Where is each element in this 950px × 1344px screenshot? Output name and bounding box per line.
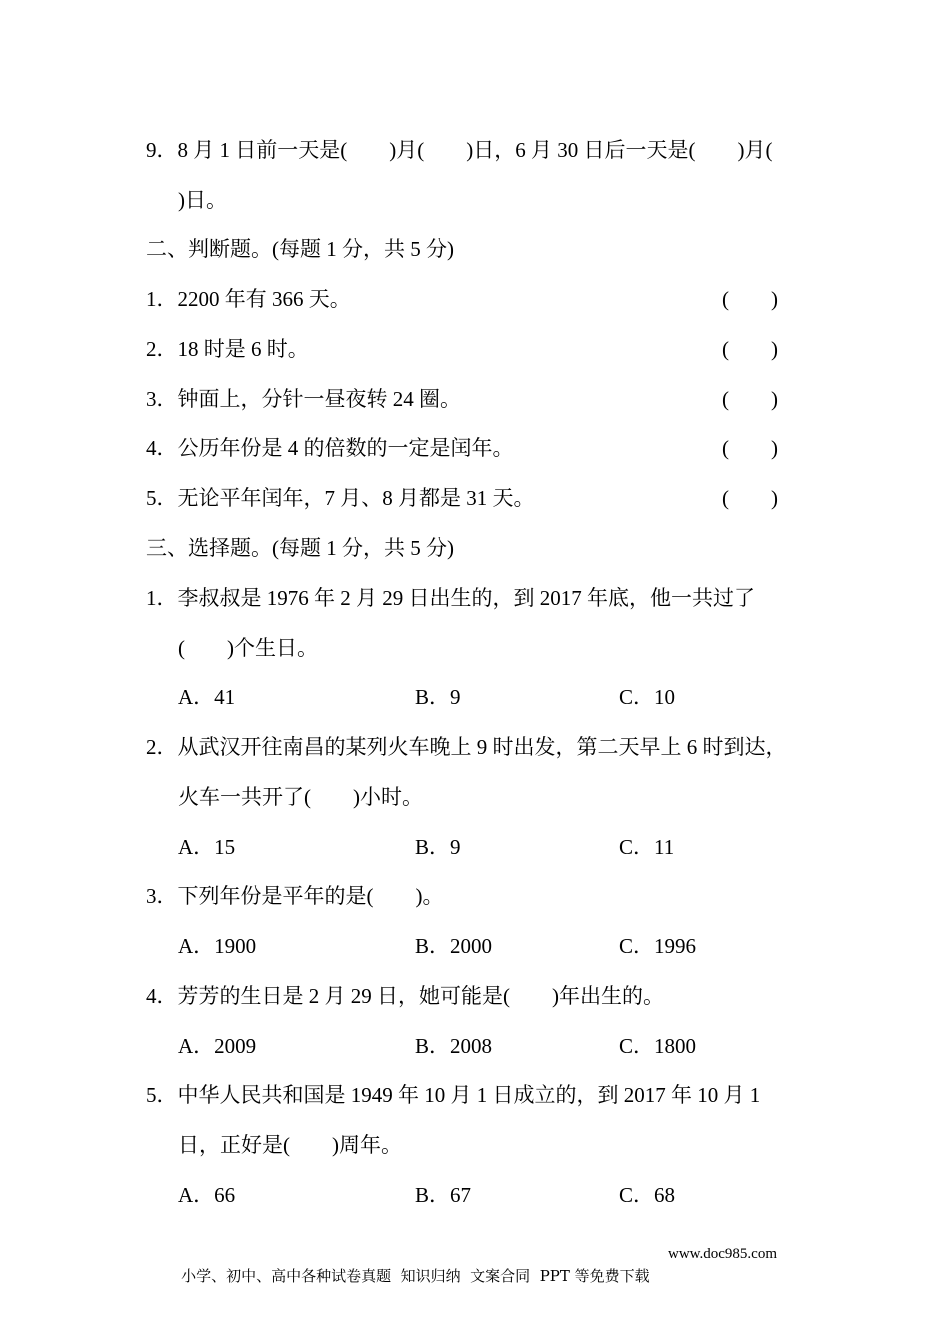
choice-q1-option-a: A．41 bbox=[178, 685, 236, 709]
q9-line1: 9．8 月 1 日前一天是( )月( )日，6 月 30 日后一天是( )月( bbox=[146, 138, 773, 162]
choice-q2-line1: 2．从武汉开往南昌的某列火车晚上 9 时出发，第二天早上 6 时到达， bbox=[146, 735, 787, 759]
section2-heading: 二、判断题。(每题 1 分，共 5 分) bbox=[146, 237, 454, 261]
q9-line2: )日。 bbox=[178, 188, 227, 212]
judge-answer-blank-3: ( ) bbox=[722, 387, 778, 411]
judge-answer-blank-1: ( ) bbox=[722, 287, 778, 311]
choice-q4-line1: 4．芳芳的生日是 2 月 29 日，她可能是( )年出生的。 bbox=[146, 984, 664, 1008]
section3-heading: 三、选择题。(每题 1 分，共 5 分) bbox=[146, 536, 454, 560]
choice-q4-option-c: C．1800 bbox=[619, 1034, 697, 1058]
page-footer bbox=[162, 1243, 778, 1331]
choice-q1-option-c: C．10 bbox=[619, 685, 676, 709]
choice-q5-line2: 日，正好是( )周年。 bbox=[178, 1133, 402, 1157]
judge-item-5: 5．无论平年闰年，7 月、8 月都是 31 天。 bbox=[146, 486, 535, 510]
choice-q2-option-b: B．9 bbox=[415, 835, 461, 859]
footer-text: 小学、初中、高中各种试卷真题 知识归纳 文案合同 PPT 等免费下载 bbox=[181, 1267, 650, 1285]
judge-answer-blank-4: ( ) bbox=[722, 436, 778, 460]
choice-q1-option-b: B．9 bbox=[415, 685, 461, 709]
choice-q2-option-c: C．11 bbox=[619, 835, 675, 859]
choice-q2-option-a: A．15 bbox=[178, 835, 236, 859]
judge-item-1: 1．2200 年有 366 天。 bbox=[146, 287, 351, 311]
choice-q2-line2: 火车一共开了( )小时。 bbox=[178, 785, 423, 809]
choice-q1-line1: 1．李叔叔是 1976 年 2 月 29 日出生的，到 2017 年底，他一共过了 bbox=[146, 586, 755, 610]
choice-q5-option-c: C．68 bbox=[619, 1183, 676, 1207]
judge-item-3: 3．钟面上，分针一昼夜转 24 圈。 bbox=[146, 387, 461, 411]
choice-q5-option-a: A．66 bbox=[178, 1183, 236, 1207]
choice-q3-line1: 3．下列年份是平年的是( )。 bbox=[146, 884, 444, 908]
choice-q3-option-c: C．1996 bbox=[619, 934, 697, 958]
choice-q5-option-b: B．67 bbox=[415, 1183, 472, 1207]
choice-q3-option-b: B．2000 bbox=[415, 934, 493, 958]
choice-q3-option-a: A．1900 bbox=[178, 934, 257, 958]
choice-q4-option-a: A．2009 bbox=[178, 1034, 257, 1058]
judge-item-2: 2．18 时是 6 时。 bbox=[146, 337, 309, 361]
choice-q1-line2: ( )个生日。 bbox=[178, 636, 318, 660]
judge-answer-blank-5: ( ) bbox=[722, 486, 778, 510]
judge-answer-blank-2: ( ) bbox=[722, 337, 778, 361]
choice-q4-option-b: B．2008 bbox=[415, 1034, 493, 1058]
footer-url[interactable]: www.doc985.com bbox=[668, 1246, 778, 1262]
judge-item-4: 4．公历年份是 4 的倍数的一定是闰年。 bbox=[146, 436, 514, 460]
choice-q5-line1: 5．中华人民共和国是 1949 年 10 月 1 日成立的，到 2017 年 10 月 1 bbox=[146, 1083, 761, 1107]
